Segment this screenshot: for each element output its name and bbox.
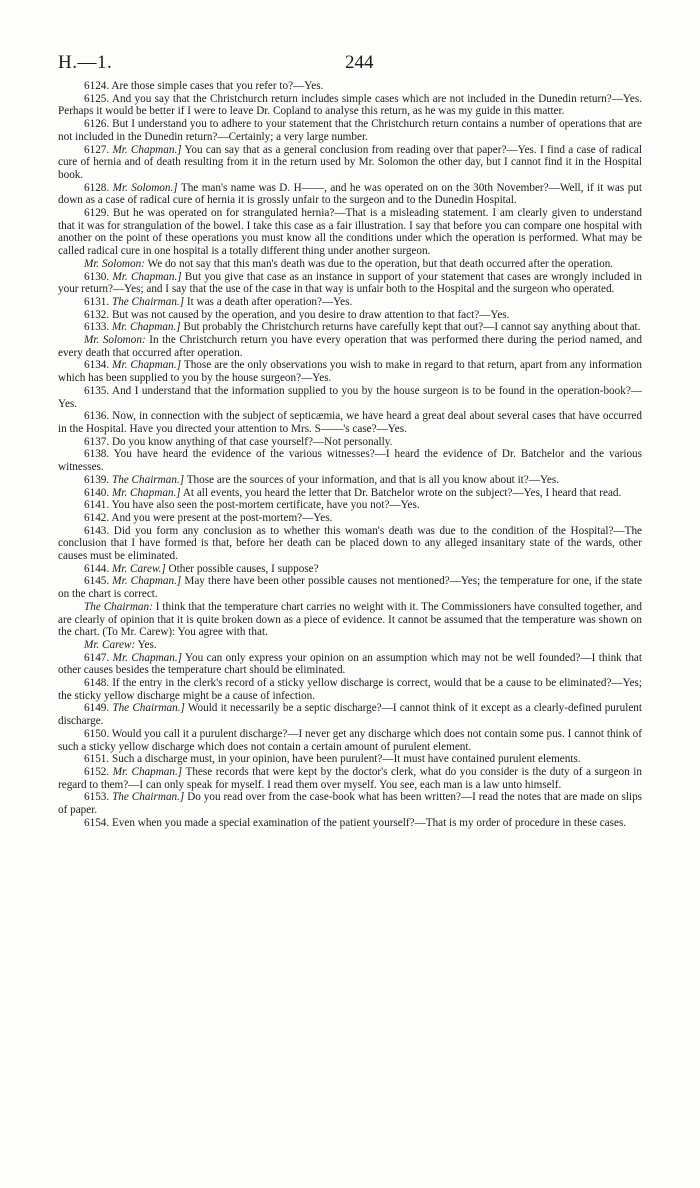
paragraph-text: In the Christchurch return you have every operation that was performed there during the period named, and every death that occurred after operation. xyxy=(58,334,642,359)
speaker-name: Mr. Chapman.] xyxy=(112,270,182,283)
transcript-paragraph xyxy=(58,639,642,652)
transcript-paragraph xyxy=(58,93,642,118)
transcript-paragraph xyxy=(58,728,642,753)
paragraph-text: And you were present at the post-mortem?—Yes. xyxy=(111,511,333,524)
transcript-paragraph xyxy=(58,118,642,143)
paragraph-text: You have heard the evidence of the various witnesses?—I heard the evidence of Dr. Batchelor and the various witnesses. xyxy=(58,448,642,474)
transcript-paragraph xyxy=(58,296,642,309)
transcript-paragraph xyxy=(58,258,642,271)
question-number: 6143. xyxy=(84,524,110,537)
speaker-name: Mr. Chapman.] xyxy=(112,651,182,664)
transcript-paragraph xyxy=(58,499,642,512)
speaker-name: Mr. Solomon: xyxy=(84,334,146,347)
transcript-paragraph xyxy=(58,575,642,600)
transcript-paragraph xyxy=(58,677,642,702)
paragraph-text: At all events, you heard the letter that Dr. Batchelor wrote on the subject?—Yes, I heard that read. xyxy=(182,486,622,499)
paragraph-text: But he was operated on for strangulated hernia?—That is a misleading statement. I am clearly given to understand that it was for strangulation of the bowel. I take this case as a fair illustration. I say that before you can compare one hospital with another on the point of these operations you must know all the conditions under which the operation is performed. What may be called radical cure in one hospital is a totally different thing under another surgeon. xyxy=(58,207,643,258)
paragraph-text: We do not say that this man's death was due to the operation, but that death occurred after the operation. xyxy=(147,257,614,270)
transcript-paragraph xyxy=(58,753,642,766)
paragraph-text: But probably the Christchurch returns have carefully kept that out?—I cannot say anything about that. xyxy=(183,321,641,334)
speaker-name: The Chairman.] xyxy=(111,473,185,486)
question-number: 6133. xyxy=(84,321,110,334)
question-number: 6150. xyxy=(84,727,110,740)
speaker-name: Mr. Solomon.] xyxy=(112,181,178,194)
transcript-paragraph xyxy=(58,563,642,576)
paragraph-text: You have also seen the post-mortem certificate, have you not?—Yes. xyxy=(111,499,420,512)
paragraph-text: Are those simple cases that you refer to?—Yes. xyxy=(111,80,324,92)
paragraph-text: And I understand that the information supplied to you by the house surgeon is to be found in the operation-book?—Yes. xyxy=(58,384,642,410)
question-number: 6129. xyxy=(84,207,110,220)
speaker-name: Mr. Carew.] xyxy=(111,562,166,575)
transcript-paragraph xyxy=(58,207,642,258)
document-reference: H.—1. xyxy=(58,52,113,73)
transcript-paragraph xyxy=(58,766,642,791)
speaker-name: Mr. Chapman.] xyxy=(112,359,182,372)
paragraph-text: May there have been other possible causes not mentioned?—Yes; the temperature for one, if the state on the chart is correct. xyxy=(58,575,643,601)
paragraph-text: Would you call it a purulent discharge?—I never get any discharge which does not contain some pus. I cannot think of such a sticky yellow discharge which does not contain a certain amount of purulent element. xyxy=(58,727,642,753)
paragraph-text: Other possible causes, I suppose? xyxy=(168,562,319,575)
question-number: 6131. xyxy=(84,295,110,308)
transcript-paragraph xyxy=(58,512,642,525)
transcript-paragraph xyxy=(58,144,642,182)
transcript-paragraph xyxy=(58,334,642,359)
transcript-paragraph xyxy=(58,359,642,384)
transcript-paragraph xyxy=(58,385,642,410)
transcript-paragraph xyxy=(58,80,642,93)
paragraph-text: But I understand you to adhere to your statement that the Christchurch return contains a number of operations that are not included in the Dunedin return?—Certainly; a very large number. xyxy=(58,118,642,143)
paragraph-text: Yes. xyxy=(137,638,157,651)
paragraph-text: Even when you made a special examination of the patient yourself?—That is my order of procedure in these cases. xyxy=(111,816,627,829)
paragraph-text: I think that the temperature chart carries no weight with it. The Commissioners have consulted together, and are clearly of opinion that it is quite broken down as a piece of evidence. It cannot be assumed that the temperature was shown on the chart. (To Mr. Carew): You agree with that. xyxy=(58,600,642,639)
question-number: 6147. xyxy=(84,651,110,664)
page-header xyxy=(58,52,642,74)
page-number: 244 xyxy=(345,52,374,73)
paragraph-text: Such a discharge must, in your opinion, have been purulent?—It must have contained purulent elements. xyxy=(111,753,581,766)
paragraph-text: Now, in connection with the subject of septicæmia, we have heard a great deal about several cases that have occurred in the Hospital. Have you directed your attention to Mrs. S——'s case?—Yes. xyxy=(58,410,642,435)
question-number: 6139. xyxy=(84,473,110,486)
question-number: 6145. xyxy=(84,575,110,588)
transcript-paragraph xyxy=(58,474,642,487)
paragraph-text: The man's name was D. H——, and he was operated on on the 30th November?—Well, if it was put down as a case of radical cure of hernia it is grossly unfair to the surgeon and to the Dunedin Hospital. xyxy=(58,181,642,207)
paragraph-text: It was a death after operation?—Yes. xyxy=(186,295,353,308)
paragraph-text: You can say that as a general conclusion from reading over that paper?—Yes. I find a case of radical cure of hernia and of death resulting from it in the return used by Mr. Solomon the other day, but I cannot find it in the Hospital book. xyxy=(58,143,642,181)
paragraph-text: But you give that case as an instance in support of your statement that cases are wrongly included in your return?—Yes; and I say that the use of the case in that way is unfair both to the Hospital and the surgeon who operated. xyxy=(58,270,643,296)
question-number: 6140. xyxy=(84,486,110,499)
speaker-name: Mr. Chapman.] xyxy=(112,143,182,156)
question-number: 6130. xyxy=(84,270,110,283)
transcript-paragraph xyxy=(58,271,642,296)
question-number: 6153. xyxy=(84,791,110,804)
speaker-name: Mr. Chapman.] xyxy=(111,486,181,499)
transcript-paragraph xyxy=(58,321,642,334)
speaker-name: Mr. Chapman.] xyxy=(111,321,181,334)
paragraph-text: You can only express your opinion on an assumption which may not be well founded?—I think that other causes besides the temperature chart should be eliminated. xyxy=(58,651,642,677)
question-number: 6144. xyxy=(84,562,110,575)
question-number: 6141. xyxy=(84,499,110,512)
transcript-paragraph xyxy=(58,525,642,563)
question-number: 6136. xyxy=(84,410,110,423)
transcript-paragraph xyxy=(58,448,642,473)
transcript-paragraph xyxy=(58,601,642,639)
paragraph-text: Do you know anything of that case yourself?—Not personally. xyxy=(111,435,393,448)
paragraph-text: If the entry in the clerk's record of a sticky yellow discharge is correct, would that be a cause to be eliminated?—Yes; the sticky yellow discharge might be a cause of infection. xyxy=(58,677,642,702)
paragraph-text: Did you form any conclusion as to whether this woman's death was due to the condition of the Hospital?—The conclusion that I have formed is that, before her death can be placed down to any alleged insanitary state of the wards, other causes must be eliminated. xyxy=(58,524,643,563)
question-number: 6125. xyxy=(84,92,110,105)
question-number: 6127. xyxy=(84,143,110,156)
question-number: 6151. xyxy=(84,753,110,766)
paragraph-text: But was not caused by the operation, and you desire to draw attention to that fact?—Yes. xyxy=(111,308,510,321)
transcript-paragraph xyxy=(58,410,642,435)
transcript-paragraph xyxy=(58,182,642,207)
transcript-paragraph xyxy=(58,817,642,830)
paragraph-text: Those are the sources of your information, and that is all you know about it?—Yes. xyxy=(186,473,560,486)
question-number: 6128. xyxy=(84,181,110,194)
speaker-name: Mr. Chapman.] xyxy=(112,765,183,778)
speaker-name: The Chairman.] xyxy=(111,295,185,308)
speaker-name: The Chairman.] xyxy=(112,791,185,804)
speaker-name: Mr. Carew: xyxy=(84,638,136,651)
transcript-paragraph xyxy=(58,436,642,449)
transcript-paragraph xyxy=(58,487,642,500)
evidence-transcript xyxy=(58,80,642,829)
transcript-paragraph xyxy=(58,791,642,816)
transcript-paragraph xyxy=(58,702,642,727)
question-number: 6137. xyxy=(84,435,110,448)
transcript-paragraph xyxy=(58,309,642,322)
transcript-paragraph xyxy=(58,652,642,677)
paragraph-text: Would it necessarily be a septic discharge?—I cannot think of it except as a clearly-defined purulent discharge. xyxy=(58,702,642,728)
paragraph-text: And you say that the Christchurch return includes simple cases which are not included in the Dunedin return?—Yes. Perhaps it would be better if I were to leave Dr. Copland to analyse this return, as he was my guide in this matter. xyxy=(58,92,642,118)
question-number: 6142. xyxy=(84,511,110,524)
question-number: 6149. xyxy=(84,702,110,715)
question-number: 6132. xyxy=(84,308,110,321)
question-number: 6152. xyxy=(84,765,110,778)
question-number: 6134. xyxy=(84,359,110,372)
question-number: 6135. xyxy=(84,384,110,397)
speaker-name: The Chairman.] xyxy=(112,702,185,715)
speaker-name: Mr. Solomon: xyxy=(84,257,145,270)
question-number: 6148. xyxy=(84,677,110,690)
paragraph-text: Those are the only observations you wish to make in regard to that return, apart from any information which has been supplied to you by the house surgeon?—Yes. xyxy=(58,359,642,385)
question-number: 6138. xyxy=(84,448,110,461)
question-number: 6124. xyxy=(84,80,110,92)
speaker-name: Mr. Chapman.] xyxy=(112,575,182,588)
paragraph-text: Do you read over from the case-book what has been written?—I read the notes that are made on slips of paper. xyxy=(58,791,643,817)
speaker-name: The Chairman: xyxy=(84,600,153,613)
paragraph-text: These records that were kept by the doctor's clerk, what do you consider is the duty of a surgeon in regard to them?—I can only speak for myself. I read them over myself. You see, each man is a law unto himself. xyxy=(58,765,642,791)
question-number: 6126. xyxy=(84,118,110,131)
question-number: 6154. xyxy=(84,816,110,829)
